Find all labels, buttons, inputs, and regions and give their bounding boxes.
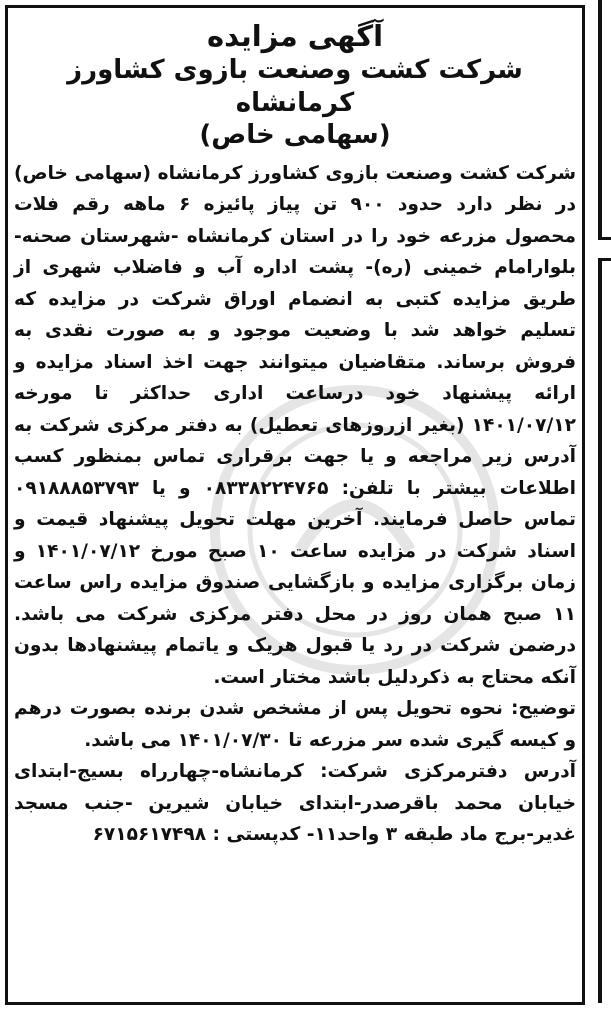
company-title: شرکت کشت وصنعت بازوی کشاورز کرمانشاه	[67, 55, 523, 118]
company-type: (سهامی خاص)	[199, 120, 391, 151]
column-rule-upper	[598, 0, 602, 240]
column-rule-lower	[598, 258, 602, 1003]
auction-description: شرکت کشت وصنعت بازوی کشاورز کرمانشاه (سهامی خاص) در نظر دارد حدود ۹۰۰ تن پیاز پائیزه ۶ ماهه رقم فلات محصول مزرعه خود را در استان کرمانشاه -شهرستان صحنه-بلوارامام خمینی (ره)- پشت اداره آب و فاضلاب شهری از طریق مزایده کتبی به انضمام اوراق شرکت در مزایده که تسلیم خواهد شد با وضعیت موجود و به صورت نقدی به فروش برساند. متقاضیان میتوانند جهت اخذ اسناد مزایده و ارائه پیشنهاد خود درساعت اداری حداکثر تا مورخه ۱۴۰۱/۰۷/۱۲ (بغیر ازروزهای تعطیل) به دفتر مرکزی شرکت به آدرس زیر مراجعه و یا جهت برقراری تماس بمنظور کسب اطلاعات بیشتر با تلفن: ۰۸۳۳۸۲۲۴۷۶۵ و یا ۰۹۱۸۸۸۵۳۷۹۳ تماس حاصل فرمایند. آخرین مهلت تحویل پیشنهاد قیمت و اسناد شرکت در مزایده ساعت ۱۰ صبح مورخ ۱۴۰۱/۰۷/۱۲ و زمان برگزاری مزایده و بازگشایی صندوق مزایده راس ساعت ۱۱ صبح همان روز در محل دفتر مرکزی شرکت می باشد. درضمن شرکت در رد یا قبول هریک و یاتمام پیشنهادها بدون آنکه محتاج به ذکردلیل باشد مختار است.	[14, 162, 577, 688]
notice-content	[14, 18, 576, 851]
delivery-note: توضیح: نحوه تحویل پس از مشخص شدن برنده بصورت درهم و کیسه گیری شده سر مزرعه تا ۱۴۰۱/۰۷/۳۰ می باشد.	[14, 698, 576, 751]
office-address: آدرس دفترمرکزی شرکت: کرمانشاه-چهارراه بسیج-ابتدای خیابان محمد باقرصدر-ابتدای خیابان شیرین -جنب مسجد غدیر-برج ماد طبقه ۳ واحد۱۱- کدپستی : ۶۷۱۵۶۱۷۴۹۸	[14, 761, 576, 846]
notice-title: آگهی مزایده	[206, 19, 384, 53]
column-rule-cap-upper	[598, 237, 611, 240]
